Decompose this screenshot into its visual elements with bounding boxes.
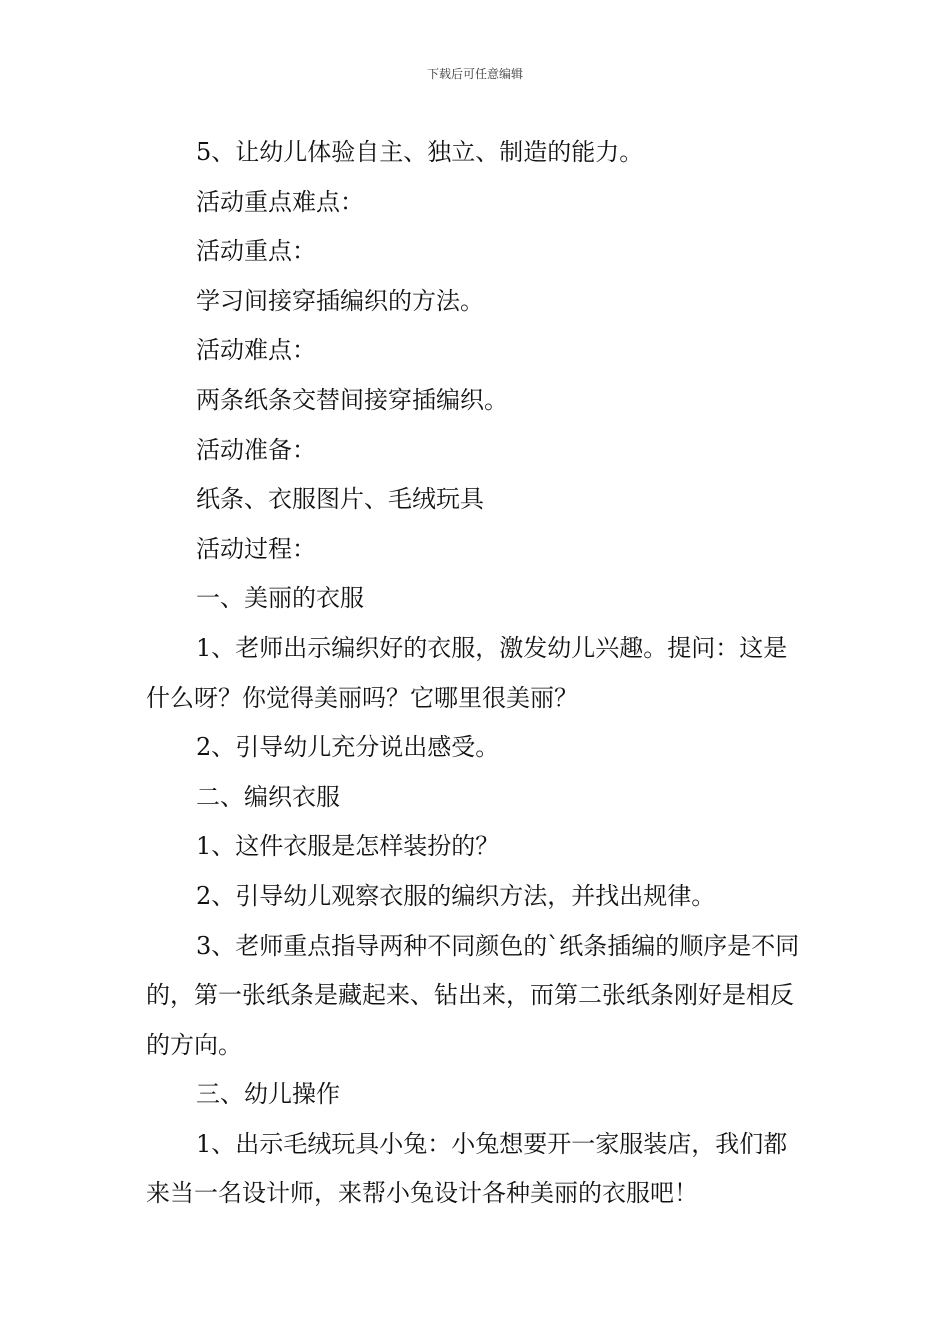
paragraph: 活动重点： xyxy=(196,237,316,266)
paragraph: 纸条、衣服图片、毛绒玩具 xyxy=(196,485,484,514)
paragraph: 三、幼儿操作 xyxy=(196,1080,340,1109)
page-header-note: 下载后可任意编辑 xyxy=(426,67,523,81)
paragraph: 1、老师出示编织好的衣服，激发幼儿兴趣。提问：这是什么呀？你觉得美丽吗？它哪里很美丽？ xyxy=(146,633,788,712)
document-body xyxy=(146,128,811,1219)
paragraph: 2、引导幼儿观察衣服的编织方法，并找出规律。 xyxy=(196,881,716,910)
paragraph: 学习间接穿插编织的方法。 xyxy=(196,286,484,315)
paragraph: 1、出示毛绒玩具小兔：小兔想要开一家服装店，我们都来当一名设计师，来帮小兔设计各种美丽的衣服吧！ xyxy=(146,1129,788,1208)
paragraph: 5、让幼儿体验自主、独立、制造的能力。 xyxy=(196,138,644,166)
paragraph: 3、老师重点指导两种不同颜色的`纸条插编的顺序是不同的，第一张纸条是藏起来、钻出来，而第二张纸条刚好是相反的方向。 xyxy=(146,931,800,1059)
paragraph: 1、这件衣服是怎样装扮的？ xyxy=(196,832,500,861)
paragraph: 活动过程： xyxy=(196,534,316,563)
paragraph: 活动准备： xyxy=(196,435,316,464)
paragraph: 一、美丽的衣服 xyxy=(196,584,364,613)
paragraph: 活动难点： xyxy=(196,336,316,365)
paragraph: 两条纸条交替间接穿插编织。 xyxy=(196,385,508,414)
paragraph: 二、编织衣服 xyxy=(196,782,340,811)
paragraph: 活动重点难点： xyxy=(196,187,364,216)
paragraph: 2、引导幼儿充分说出感受。 xyxy=(196,733,500,762)
